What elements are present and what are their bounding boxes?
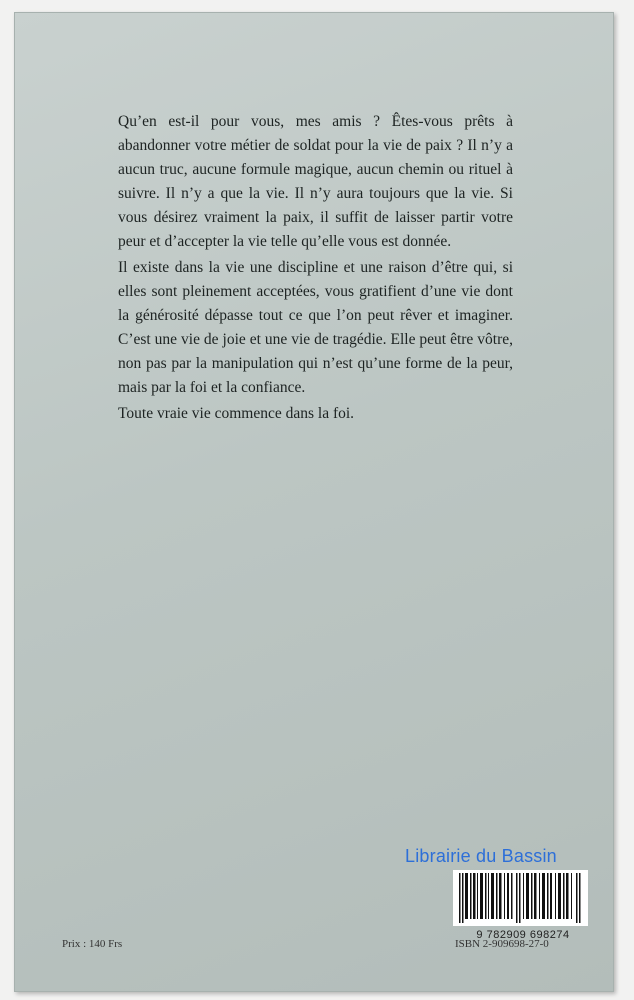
paragraph-3: Toute vraie vie commence dans la foi.	[118, 405, 355, 422]
paragraph-1: Qu’en est-il pour vous, mes amis ? Êtes-vous prêts à abandonner votre métier de soldat pour la vie de paix ? Il n’y a aucun truc, aucune formule magique, aucun chemin ou rituel à suivre. Il n’y a que la vie. Il n’y aura toujours que la vie. Si vous désirez vraiment la paix, il suffit de laisser partir votre peur et d’accepter la vie telle qu’elle vous est donnée.	[118, 113, 513, 250]
store-stamp: Librairie du Bassin	[405, 846, 557, 866]
isbn-label: ISBN 2-909698-27-0	[455, 938, 549, 950]
barcode	[453, 870, 588, 926]
barcode-bars	[459, 873, 582, 923]
paragraph-2: Il existe dans la vie une discipline et une raison d’être qui, si elles sont pleinement acceptées, vous gratifient d’une vie dont la générosité dépasse tout ce que l’on peut rêver et imaginer. C’est une vie de joie et une vie de tragédie. Elle peut être vôtre, non pas par la manipulation qui n’est qu’une forme de la peur, mais par la foi et la confiance.	[118, 259, 513, 396]
barcode-number: 9 782909 698274	[476, 929, 570, 941]
price-label: Prix : 140 Frs	[62, 938, 123, 950]
back-cover-text	[118, 110, 513, 428]
